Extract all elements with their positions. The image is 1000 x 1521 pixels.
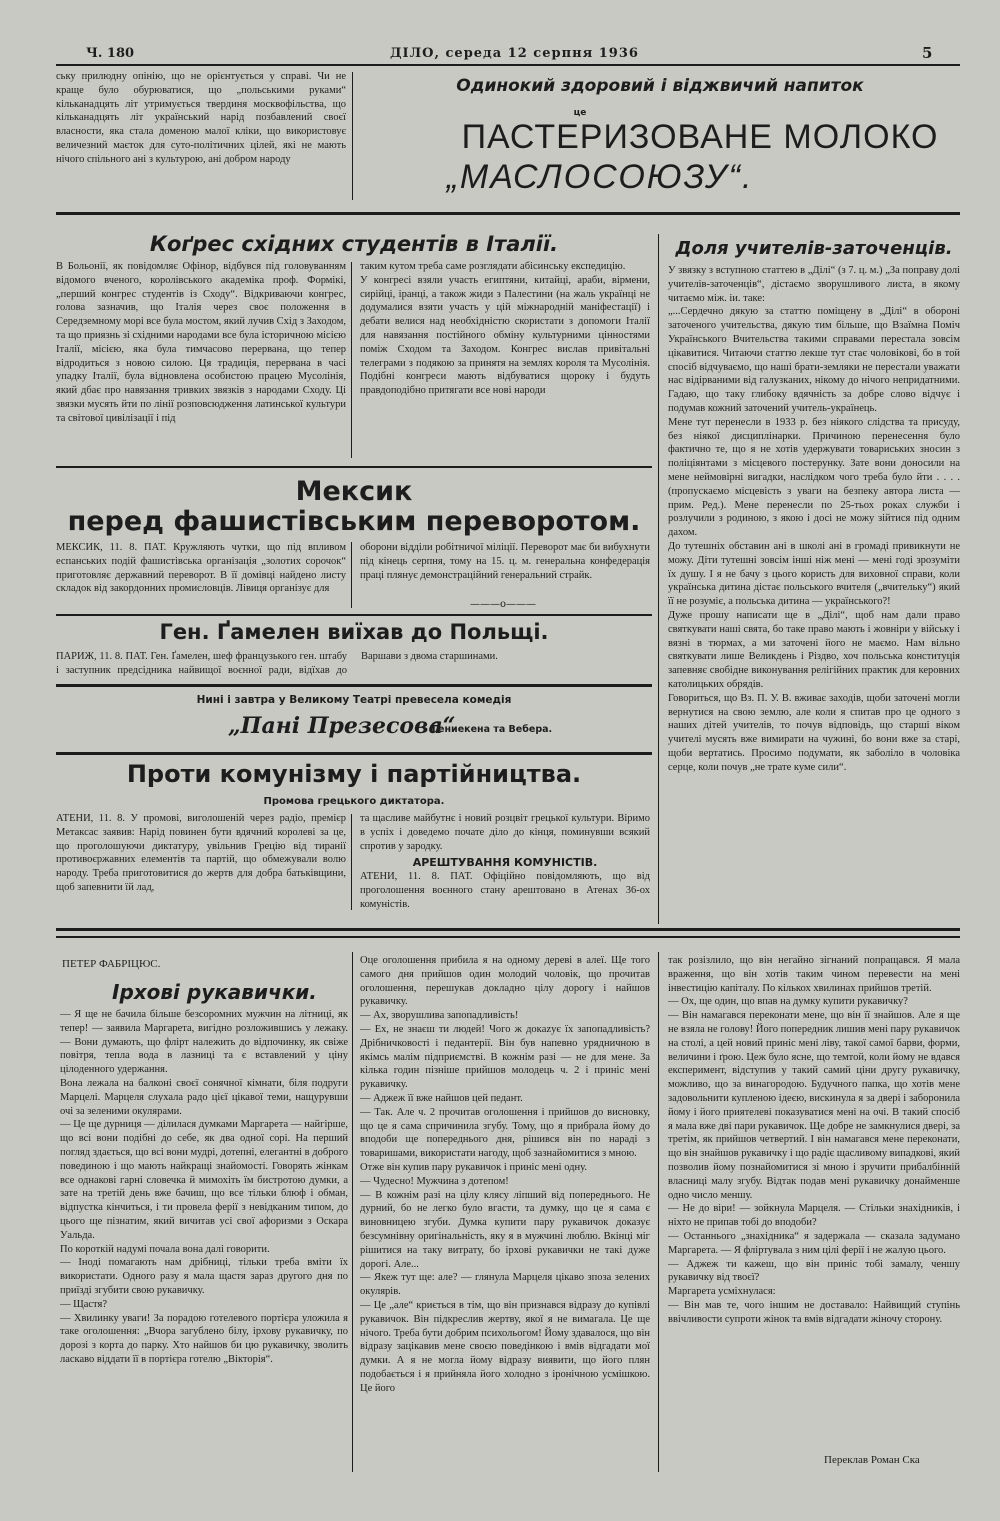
congress-bottom-rule — [56, 466, 652, 468]
theatre-play-title: „Пані Презесова“ — [228, 713, 456, 739]
ad-connector: це — [573, 108, 587, 118]
mexico-col-divider — [351, 542, 352, 608]
gamelin-text: ПАРИЖ, 11. 8. ПАТ. Ген. Ґамелен, шеф французького ген. штабу і заступник предсідника найвищої воєнної ради, відїхав до Варшави з двома старшинами. — [56, 651, 498, 676]
story-author: ПЕТЕР ФАБРІЦЮС. — [62, 958, 161, 970]
congress-headline: Коґрес східних студентів в Італії. — [149, 232, 559, 256]
communism-column-1: АТЕНИ, 11. 8. У промові, виголошеній через радіо, премієр Метаксас заявив: Нарід повинен бути вдячний королеві за це, що проголошуючи диктатуру, увільнив Грецію від тиранії противоєржавних елементів та партій, що обмежували волю народу. Треба приготовитися до жертв для добра батьківщини, щоб запевнити їй лад, — [56, 813, 346, 893]
congress-column-2: таким кутом треба саме розглядати абісинську експедицію. У конгресі взяли участь египтяни, китайці, араби, вірмени, сирійці, іранці, а також жиди з Палестини (на жаль українці не додумалися взяти участь у цій міжнародній маніфестації) і дебати велися над необхідністю скористати з допомоги Італії для навязання постійного обміну культурними цінностями поміж Сходом та Заходом. Конгрес вислав привітальні телеграми з подякою за принятя на землях короля та Мусолінія. Подібні конгреси мають відбуватися щороку і будуть правдоподібно притягати все нові народи — [360, 261, 650, 397]
top-left-continued-text: ську прилюдну опінію, що не орієнтується у справі. Чи не краще було обурюватися, що „польськими руками“ кільканадцять літ утримується твердиня москвофільства, що кільканадцять літ український нарід позбавлений своєї власности, яка стала доменою малої кліки, що використовує величезний маєток для суто-політичних цілей, які не мають нічого спільного ані з культурою, ані добром народу — [56, 71, 346, 165]
ad-product-name: ПАСТЕРИЗОВАНЕ МОЛОКО — [461, 118, 939, 156]
story-translator: Переклав Роман Ска — [824, 1454, 920, 1466]
story-col-divider-1 — [352, 952, 353, 1472]
congress-col-divider — [351, 262, 352, 458]
mexico-headline-2: перед фашистівським переворотом. — [67, 506, 641, 537]
communism-subheading: АРЕШТУВАННЯ КОМУНІСТІВ. — [412, 856, 598, 869]
communism-byline: Промова грецького диктатора. — [263, 796, 445, 807]
story-col-divider-2 — [658, 952, 659, 1472]
story-column-3: так розізлило, що він негайно зігнаний попращався. Я мала враження, що він хотів таким чином перевести на мені інвестицію капіталу. По кількох хвилинах прийшов третій. — Ох, ще один, що впав на думку купити рукавичку? — Він намагався переконати мене, що він її знайшов. Але я ще не взяла не голову! Його попередник лишив мені пару рукавичок на столі, а цей новий приніс мені ліву, такої самої барви, форми, величини і ґрою. Цеж було ясне, що темтой, коли йому не вдався експеримент, відступив у такий самий ціни другу рукавичку, можливо, що за винагородою. Будучного папка, що хотів мене задовольнити купленою ідеєю, вискинула я за двері і заборонила йому і його приятелеві показуватися мені на очі. В такий спосіб я мала вже дві пари рукавичок. Ще добре не замкнулися двері, за третім, як прийшов четвертий. І він намагався мене переконати, що він знайшов рукавичку і що радіє щасливому випадкові, який позволив йому познайомитися зі мною і зручити прибалбінній власниці малу згубу. Відтак подав мені рукавичку донайменше одно число меншу. — Не до віри! — зойкнула Марцеля. — Стільки знахідників, і ніхто не припав тобі до вподоби? — Останнього „знахідника“ я задержала — сказала задумано Маргарета. — Я фліртувала з ним цілі ферії і не жалую цього. — Аджеж ти кажеш, що він приніс тобі замалу, ченшу рукавичку від твоєї? Маргарета усміхнулася: — Він мав те, чого іншим не доставало: Найвищий ступінь ввічливости супроти жінок та вмів відгадати жіночу сторону. — [668, 955, 960, 1325]
page-number-right: 5 — [922, 44, 933, 62]
communism-column-2a: та щасливе майбутнє і новий розцвіт грецької культури. Віримо в успіх і доведемо почате діло до кінця, поминувши всякий спротив у зародку. — [360, 813, 650, 852]
gamelin-headline: Ген. Ґамелен виїхав до Польщі. — [159, 620, 549, 644]
feuilleton-rule-top — [56, 928, 960, 931]
mexico-bottom-rule — [56, 614, 652, 616]
communism-column-2b: АТЕНИ, 11. 8. ПАТ. Офіційно повідомляють, що від проголошення воєнного стану арештовано в Атенах 36-ох комуністів. — [360, 871, 650, 910]
right-column-divider — [658, 234, 659, 924]
page-number-left: Ч. 180 — [86, 46, 135, 61]
communism-col-divider — [351, 814, 352, 910]
newspaper-date: ДІЛО, середа 12 серпня 1936 — [390, 46, 639, 61]
congress-column-1: В Больонії, як повідомляє Офінор, відбувся під головуванням відомого вченого, королівського академіка проф. Формікі, „перший конгрес студентів із Сходу“. Відкриваючи конгрес, голова зазначив, що Італія через своє положення в Середземному морі все була мостом, який лучив Схід з Заходом, та що приязнь зі східними народами все була історичною місією Італії, місією, яка була тимчасово перервана, що тепер відродиться з новою силою. Ця традиція, перервана в часі упадку Італії, була відновлена особистою працею Мусолінія, який дбає про навязання тривких звязків з народами Сходу. Ці звязки мусять йти по лінії розповсюдження латинської культури та світової цивілізації і під — [56, 261, 346, 424]
ad-brand-name: „МАСЛОСОЮЗУ“. — [446, 158, 754, 196]
ad-tagline: Одинокий здоровий і віджвичий напиток — [456, 76, 864, 96]
theatre-bottom-rule — [56, 752, 652, 755]
teacher-headline: Доля учителів-заточенців. — [675, 238, 953, 259]
gamelin-bottom-rule — [56, 684, 652, 687]
theatre-authors: Гениекена та Вебера. — [432, 724, 553, 735]
mexico-column-1: МЕКСИК, 11. 8. ПАТ. Кружляють чутки, що під впливом еспанських подій фашистівська організація „золотих сорочок“ приготовляє державний переворот. В її домівці найдено листу складок від закордонних промисловців. Лівиця організує для — [56, 542, 346, 595]
story-column-2: Оце оголошення прибила я на одному дереві в алеї. Ще того самого дня прийшов один молодий чоловік, що прочитав оголошення, перешукав докладно цілу дорогу і найшов рукавичку. — Ах, зворушлива запопадливість! — Ех, не знаєш ти людей! Чого ж докazує їх запопадливість? Дрібничковості і педантерії. Він був напевно урядничною в якімсь малім підприємстві. В кожнім разі — не для мене. За кілька годин пізніше прийшов молодець ч. 2 і приніс мені рукавичку. — Аджеж її вже найшов цей педант. — Так. Але ч. 2 прочитав оголошення і прийшов до висновку, що це я сама спричинила згубу. Тому, що я прибрала йому до вподоби ще попереднього дня, рішився він по нараді з товаришами, використати нагоду, щоб зазнайомитися з мною. Отже він купив пару рукавичок і приніс мені одну. — Чудесно! Мужчина з дотепом! — В кожнім разі на цілу клясу ліпший від попереднього. Не дурний, бо не легко було вгасти, та думку, що це я сама є виновницею згуби. Думка купити пару рукавичок доказує безсумнівну оригінальність, яку я в мужчині люблю. Вкінці міг рішитися на таку витрату, бо ірхові рукавички не такі дуже дорогі. Але... — Якеж тут ще: але? — глянула Марцеля цікаво зпоза зелених окулярів. — Це „але“ криється в тім, що він признався відразу до купівлі рукавичок. Він підкреслив жертву, якої я не вимагала. Це ще нічого. Треба бути добрим психольогом! Йому здавалося, що він відразу зацікавив мене своєю поведінкою і вмів відгадати мої думки. А я не могла йому відразу виявити, що його плян подобається і я прийняла його холодно з іронічною усмішкою. Це його — [360, 955, 650, 1394]
feuilleton-rule-bottom — [56, 936, 960, 938]
top-left-divider — [352, 72, 353, 200]
mexico-end-mark: ———o——— — [470, 599, 537, 610]
mexico-column-2: оборони відділи робітничої міліції. Переворот має би вибухнути під кінець серпня, тому на 15. ц. м. генеральна конфедерація праці плянує демонстраційний генеральний страйк. — [360, 542, 650, 581]
story-column-1: — Я ще не бачила більше безсоромних мужчин на літниці, як тепер! — заявила Маргарета, вигідно розложившись у лежаку. — Вони думають, що флірт належить до відпочинку, як свіже повітря, тепла вода в лазниці та є вставлений у ціну цілоденного удержання. Вона лежала на балконі своєї сонячної кімнати, біля подруги Марцелі. Марцеля слухала радо цієї цікавої теми, нащурувши очі за зеленими окулярами. — Це ще дурниця — ділилася думками Маргарета — найгірше, що всі вони подібні до себе, як два одної сорі. На перший погляд здається, що всі вони мудрі, дотепні, елегантні в доброго повединою і що мають найкращі знайомості. Говорять жінкам все однакові гарні словечка й мимохіть їм бистротою думки, а зате на третій день вже бачиш, що все тільки блюф і обман, відпустка кінчиться, і ти провела ферії з невідканим типом, до цього ще пізнатим, який вичитав усі свої афоризми з Оскара Уальда. По короткій надумі почала вона далі говорити. — Іноді помагають нам дрібниці, тільки треба вміти їх використати. Одного разу я мала щастя зараз другого дня по приїзді згубити свою рукавичку. — Щастя? — Хвилинку уваги! За порадою готелевого портієра уложила я таке оголошення: „Вчора загублено білу, ірхову рукавичку, по дорозі з корта до парку. Хто найшов би цю рукавичку, зволить ласкаво віддати її в портієра готелю „Вікторія“. — [60, 1009, 348, 1365]
mexico-headline-1: Мексик — [295, 476, 413, 507]
communism-headline: Проти комунізму і партійництва. — [126, 760, 582, 788]
section-rule-1 — [56, 212, 960, 215]
theatre-announcement: Нині і завтра у Великому Театрі превесела комедія — [196, 694, 512, 706]
story-title: Ірхові рукавички. — [112, 980, 317, 1004]
header-rule — [56, 64, 960, 66]
teacher-text: У звязку з вступною статтею в „Ділі“ (з 7. ц. м.) „За поправу долі учителів-заточенців“, дістаємо зворушливого листа, в якому читаємо між. іи. таке: „...Сердечно дякую за статтю поміщену в „Ділі“ в обороні заточеного учительства, дякую тим більше, що Взаїмна Поміч Українського Вчительства такими справами перестала зовсім цікавитися. Читаючи статтю лекше тут стає чоловікові, бо в той спосіб відчуваємо, що наші брати-земляки не перестали уважати нас відірваними від галузканих, нікому до нічого непридатними. Гадаю, що таку глибоку вдячність за добре слово відчує і подумав кожний заточений учитель-українець. Мене тут перенесли в 1933 р. без ніякого слідства та присуду, без ніякої дисциплінарки. Причиною перенесення було фактично те, що я не хотів удержувати товариських зносин з поліціянтами з місцевого постерунку. Зате вони доносили на мене неймовірні вигадки, наслідком чого треба було йти . . . . (пропускаємо місцевість з уваги на безпеку автора листа — прим. Ред.). Мене перенесли по 25-тьох роках служби і розлучили з родиною, з якою і досі не можу зійтися під одним дахом. До тутешніх обставин ані в школі ані в громаді привикнути не можу. Діти тутешні зовсім інші ніж мені — мені годі зрозуміти їх душу. І я не бачу з цього користь для виховної справи, коли українська дитина дістає польського вчителя („вчительку“) який її не розуміє, а польська дитина — українського?! Дуже прошу написати ще в „Ділі“, щоб нам дали право святкувати наші свята, бо таке право мають і жовніри у війську і вязні в тюрмах, а ми заточені його не маємо. Нам вільно святкувати лише Великдень і Різдво, хоч польська конституція запевняє свобідне виконування релігійних практик для керовних католицьких обрядів. Говориться, що Вз. П. У. В. вживає заходів, щоби заточені могли вернутися на свою землю, але коли я спитав про це одного з наших дітей учителів, то почув відповідь, що старші віком учителі мусять вже вимирати на чужині, бо вони вже за старі, щоби вертатись. Просимо подумати, як заболіло в чоловіка серце, коли почув „не трате куме сили“. — [668, 265, 960, 773]
